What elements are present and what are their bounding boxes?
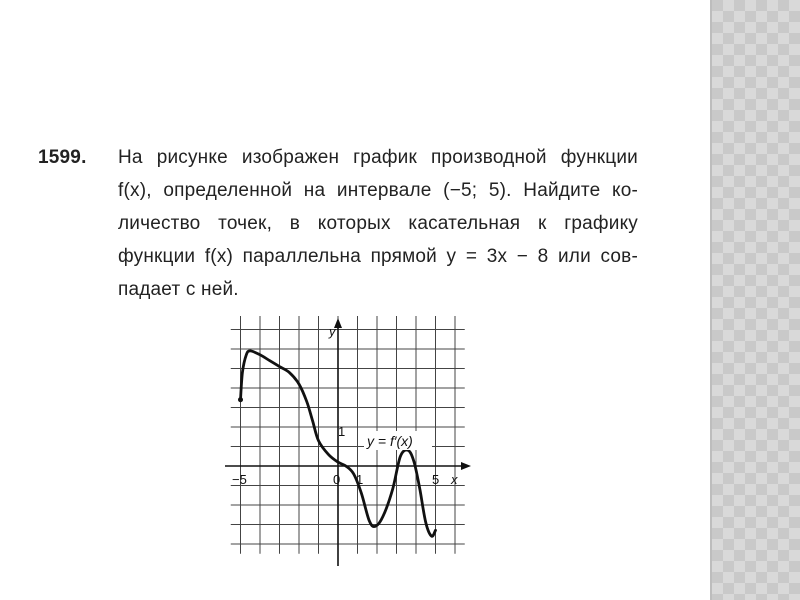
derivative-graph xyxy=(225,316,475,566)
tick-label-neg5: −5 xyxy=(232,472,247,487)
tick-label-x5: 5 xyxy=(432,472,440,487)
tick-label-y1: 1 xyxy=(338,424,346,439)
slide-side-pattern xyxy=(712,0,800,600)
tick-label-origin: 0 xyxy=(333,472,341,487)
problem-line-2: f(x), определенной на интервале (−5; 5). Найдите ко- xyxy=(118,180,638,201)
problem-line-1: На рисунке изображен график производной функции xyxy=(118,147,638,168)
problem-number: 1599. xyxy=(38,147,87,168)
x-axis-label: x xyxy=(451,472,458,487)
curve-label: y = f′(x) xyxy=(367,433,413,449)
y-axis-label: y xyxy=(329,324,336,339)
problem-line-5: падает с ней. xyxy=(118,279,239,300)
x-axis-arrow xyxy=(461,462,471,470)
curve-start-point xyxy=(238,397,243,402)
tick-label-x1: 1 xyxy=(356,472,364,487)
problem-line-4: функции f(x) параллельна прямой y = 3x − 8 или сов- xyxy=(118,246,638,267)
problem-line-3: личество точек, в которых касательная к графику xyxy=(118,213,638,234)
